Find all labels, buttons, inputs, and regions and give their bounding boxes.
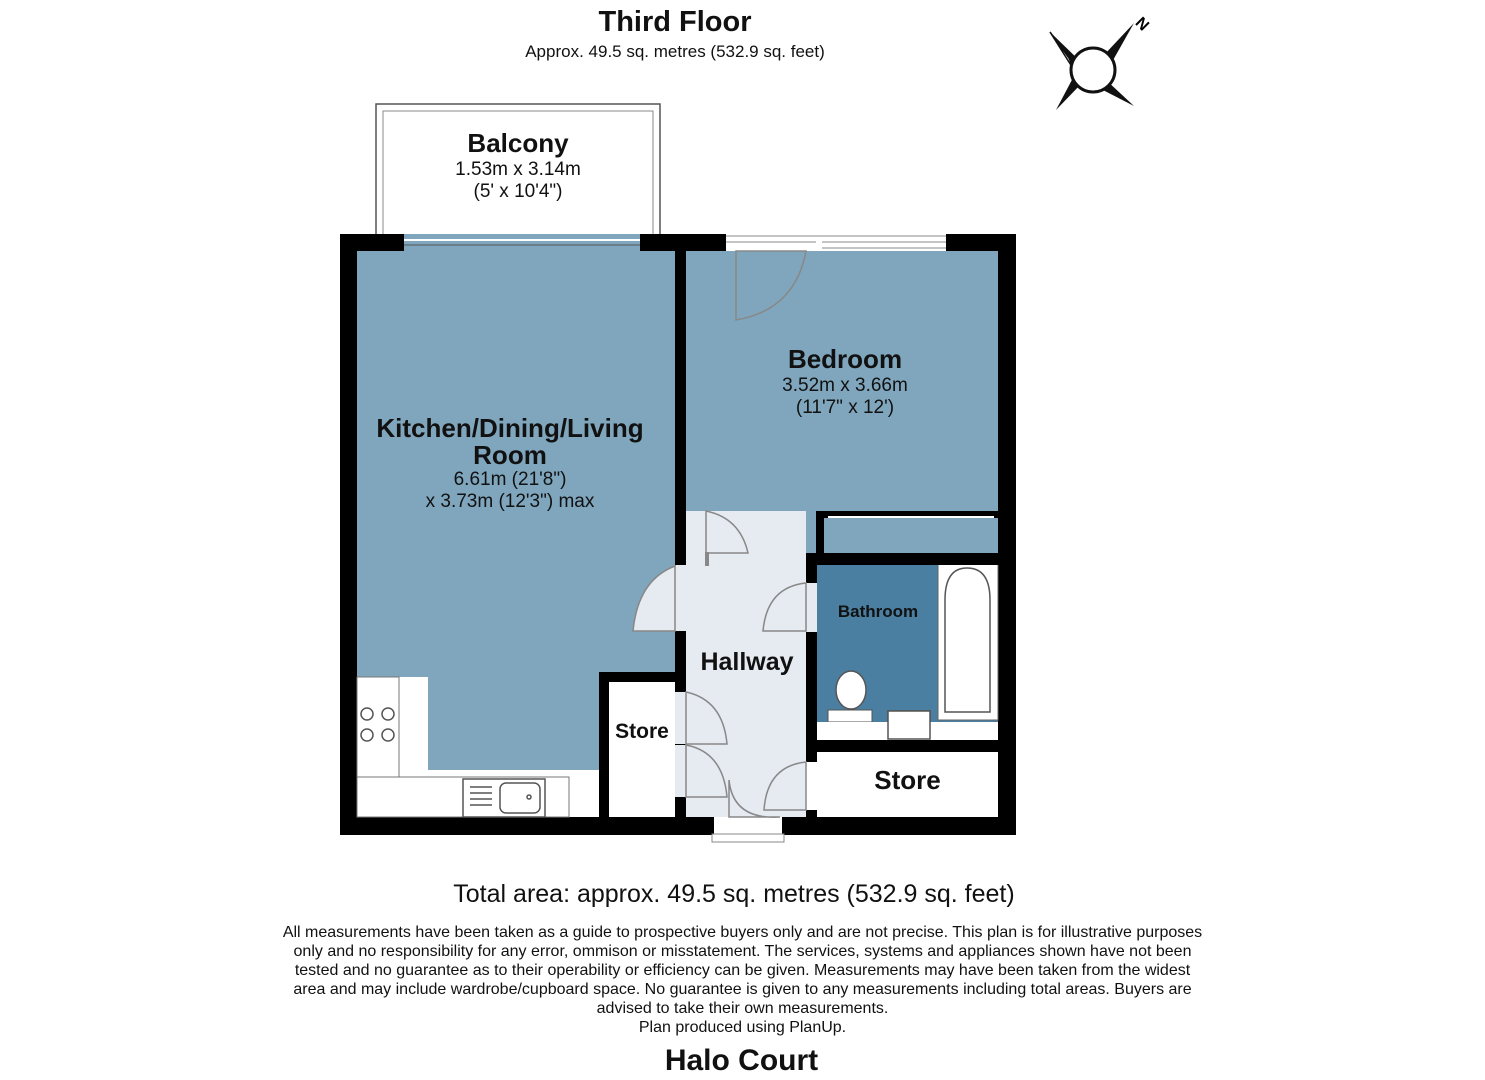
bedroom-dim-metric: 3.52m x 3.66m [782,375,908,396]
bathroom-name: Bathroom [837,602,919,621]
toilet-icon [836,671,866,709]
floor-title: Third Floor [598,6,752,38]
north-label: N [1131,14,1152,35]
disclaimer-line: Plan produced using PlanUp. [638,1019,847,1036]
bathtub-icon [945,568,990,712]
kitchen-counter [357,677,399,777]
total-area: Total area: approx. 49.5 sq. metres (532.9 sq. feet) [453,880,1015,908]
kitchen-name-line2: Room [473,440,547,470]
disclaimer [255,923,1230,1037]
balcony-dim-imperial: (5' x 10'4") [473,181,563,202]
balcony-name: Balcony [467,128,569,158]
disclaimer-line: advised to take their own measurements. [596,1000,889,1017]
balcony-label [376,128,660,203]
balcony-dim-metric: 1.53m x 3.14m [455,159,581,180]
store-left-name: Store [615,720,669,743]
store-right-name: Store [874,765,941,795]
bedroom-dim-imperial: (11'7" x 12') [795,397,895,418]
bedroom-name: Bedroom [787,344,903,374]
wardrobe [824,518,998,553]
kitchen-dim-line2: x 3.73m (12'3") max [425,491,595,512]
hallway-name: Hallway [700,648,794,676]
kitchen-name-line1: Kitchen/Dining/Living [376,413,644,443]
disclaimer-line: area and may include wardrobe/cupboard space. No guarantee is given to any measurements including total areas. Buyers are [293,981,1192,998]
kitchen-label [357,415,663,513]
disclaimer-line: All measurements have been taken as a guide to prospective buyers only and are not precise. This plan is for illustrative purposes [282,924,1203,941]
compass-icon [1050,14,1152,110]
floor-area: Approx. 49.5 sq. metres (532.9 sq. feet) [525,42,825,61]
kitchen-dim-line1: 6.61m (21'8") [453,469,567,490]
disclaimer-line: tested and no guarantee as to their operability or efficiency can be given. Measurements may have been taken from the widest [294,962,1191,979]
bedroom-label [725,344,965,419]
disclaimer-line: only and no responsibility for any error, ommison or misstatement. The services, systems and appliances shown have not been [293,943,1192,960]
property-name: Halo Court [664,1044,819,1077]
